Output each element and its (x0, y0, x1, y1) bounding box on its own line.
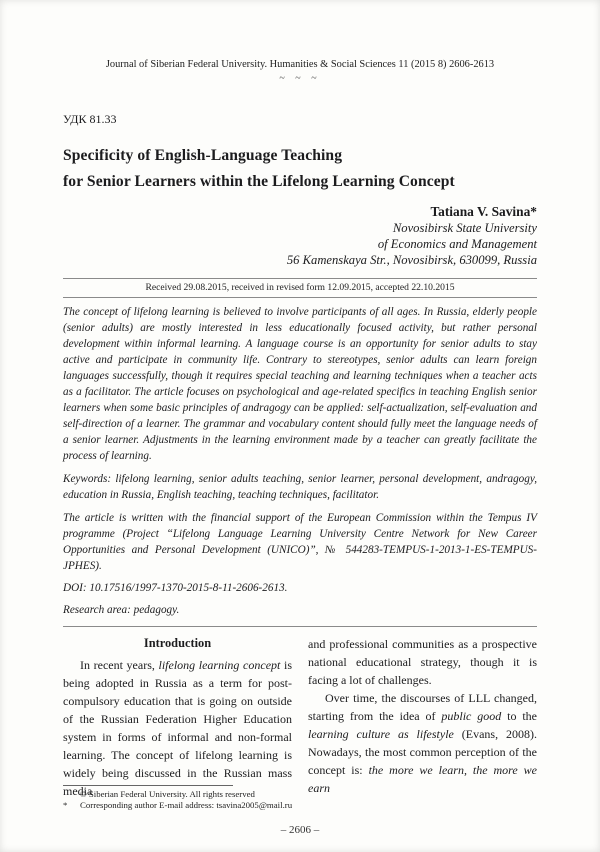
body-italic-segment: the more we learn, the more we earn (308, 763, 538, 795)
body-text-segment: is being adopted in Russia as a term for post-compulsory education that is going on outside of the Russian Federation Higher Education system in forms of informal and non-formal learning. The concept of lifelong learning is widely being discussed in the Russian mass media (63, 658, 292, 798)
body-italic-segment: learning culture as lifestyle (308, 727, 454, 741)
article-body (63, 635, 537, 800)
journal-header (63, 58, 537, 84)
body-text-segment: to the (501, 709, 537, 723)
author-affiliation-line-1: Novosibirsk State University (392, 221, 537, 235)
udk-code: УДК 81.33 (63, 112, 117, 126)
body-paragraph-1-continued: and professional communities as a prospective national educational strategy, though it is facing a lot of challenges. (308, 637, 537, 687)
journal-title-line: Journal of Siberian Federal University. Humanities & Social Sciences 11 (2015 8) 2606-2613 (105, 59, 495, 70)
received-dates-line: Received 29.08.2015, received in revised form 12.09.2015, accepted 22.10.2015 (63, 278, 537, 298)
section-divider (63, 626, 537, 627)
body-right-column (308, 635, 537, 800)
footnote-separator (63, 785, 233, 786)
footnote-text: Corresponding author E-mail address: tsavina2005@mail.ru (80, 799, 293, 810)
author-affiliation-line-2: of Economics and Management (377, 237, 537, 251)
body-italic-segment: public good (441, 709, 502, 723)
ornament-tildes: ~ ~ ~ (279, 73, 321, 84)
copyright-note: © Siberian Federal University. All rights reserved (80, 789, 255, 799)
funding-statement: The article is written with the financial support of the European Commission within the Tempus IV programme (Project “Lifelong Language Learning University Centre Network for New Career Opportunities and Personal Development (UNICO)”, № 544283-TEMPUS-1-2013-1-ES-TEMPUS-JPHES). (63, 512, 537, 572)
doi-text: DOI: 10.17516/1997-1370-2015-8-11-2606-2613. (63, 582, 288, 594)
paper-title (63, 143, 537, 195)
paper-title-line-1: Specificity of English-Language Teaching (63, 147, 343, 164)
body-text-segment: (Evans, 2008). Nowadays, the most common perception of the concept is: (308, 727, 537, 777)
page-number: – 2606 – (280, 824, 320, 836)
abstract-text: The concept of lifelong learning is believed to involve participants of all ages. In Russia, elderly people (senior adults) are mostly interested in less educationally focused activity, but rather personal development within informal learning. A language course is an opportunity for senior adults to stay active and participate in community life. Contrary to stereotypes, senior adults can learn foreign languages successfully, though it requires special teaching and learning techniques when a teacher acts as a facilitator. The article focuses on psychological and age-related specifics in teaching English senior learners when some basic principles of andragogy can be applied: self-actualization, self-evaluation and self-direction of a learner. The grammar and vocabulary content should fully meet the language needs of a senior learner. Adjustments in the learning environment made by a teacher can greatly facilitate the process of learning. (63, 306, 537, 462)
author-name: Tatiana V. Savina* (430, 204, 537, 219)
corresponding-author-note (63, 800, 537, 811)
footnote-block (63, 785, 537, 810)
body-left-column (63, 635, 292, 800)
body-text-segment: In recent years, (80, 658, 159, 672)
author-block (63, 203, 537, 268)
intro-heading: Introduction (143, 636, 212, 650)
keywords-text: Keywords: lifelong learning, senior adults teaching, senior learner, personal development, andragogy, education in Russia, English teaching, teaching techniques, facilitator. (63, 473, 537, 501)
body-italic-segment: lifelong learning concept (158, 658, 281, 672)
body-text-segment: Over time, the discourses of LLL changed, starting from the idea of (308, 691, 537, 723)
paper-title-line-2: for Senior Learners within the Lifelong Learning Concept (63, 173, 455, 190)
author-affiliation-line-3: 56 Kamenskaya Str., Novosibirsk, 630099, Russia (286, 253, 537, 267)
body-paragraph-2 (308, 689, 537, 797)
body-paragraph-1 (63, 656, 292, 800)
research-area-text: Research area: pedagogy. (63, 604, 180, 616)
footnote-marker: * (63, 799, 68, 810)
